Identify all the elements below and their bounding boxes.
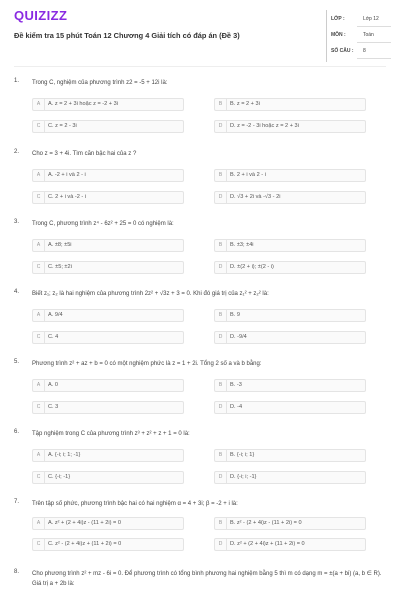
option-a[interactable]: [32, 517, 184, 530]
option-text: C. 4: [48, 334, 59, 340]
option-letter: B: [215, 240, 227, 251]
option-letter: A: [33, 380, 45, 391]
header-divider: [14, 66, 386, 67]
meta-divider: [357, 42, 391, 43]
option-d[interactable]: [214, 261, 366, 274]
option-letter: D: [215, 121, 227, 132]
option-text: C. ±5; ±2i: [48, 264, 72, 270]
question-number: 6.: [14, 429, 20, 435]
option-a[interactable]: [32, 239, 184, 252]
option-text: B. 2 + i và 2 - i: [230, 172, 266, 178]
option-c[interactable]: [32, 120, 184, 133]
option-letter: C: [33, 539, 45, 550]
question-text: Cho z = 3 + 4i. Tìm căn bậc hai của z ?: [32, 151, 137, 157]
option-text: A. -2 + i và 2 - i: [48, 172, 86, 178]
option-letter: C: [33, 402, 45, 413]
option-letter: D: [215, 472, 227, 483]
option-d[interactable]: [214, 191, 366, 204]
meta-divider: [357, 58, 391, 59]
option-letter: C: [33, 192, 45, 203]
option-letter: B: [215, 380, 227, 391]
option-letter: C: [33, 121, 45, 132]
option-letter: D: [215, 192, 227, 203]
option-b[interactable]: [214, 379, 366, 392]
option-a[interactable]: [32, 98, 184, 111]
option-text: B. 9: [230, 312, 240, 318]
option-a[interactable]: [32, 379, 184, 392]
option-letter: B: [215, 99, 227, 110]
question-text: Phương trình z² + az + b = 0 có một nghiệm phức là z = 1 + 2i. Tổng 2 số a và b bằng:: [32, 361, 262, 367]
question-text: Trong C, phương trình z⁴ - 6z² + 25 = 0 có nghiệm là:: [32, 221, 174, 227]
option-b[interactable]: [214, 517, 366, 530]
option-letter: D: [215, 262, 227, 273]
meta-count: [327, 44, 391, 58]
option-a[interactable]: [32, 449, 184, 462]
option-d[interactable]: [214, 538, 366, 551]
meta-divider: [357, 26, 391, 27]
option-d[interactable]: [214, 471, 366, 484]
question-number: 8.: [14, 569, 20, 575]
option-c[interactable]: [32, 261, 184, 274]
option-letter: A: [33, 99, 45, 110]
question-text: Cho phương trình z² + mz - 6i = 0. Để phương trình có tổng bình phương hai nghiệm bằng 5 thì m có dạng m = ±(a + bi) (a, b ∈ R). Giá trị a + 2b là:: [32, 571, 382, 587]
option-d[interactable]: [214, 120, 366, 133]
question-text: Tập nghiệm trong C của phương trình z³ + z² + z + 1 = 0 là:: [32, 431, 190, 437]
question-number: 3.: [14, 219, 20, 225]
option-letter: A: [33, 170, 45, 181]
header: [0, 0, 400, 62]
option-text: C. {-i; -1}: [48, 474, 71, 480]
meta-class-label: LỚP :: [331, 16, 345, 22]
option-b[interactable]: [214, 239, 366, 252]
question-text: Trong C, nghiệm của phương trình z2 = -5 + 12i là:: [32, 80, 168, 86]
document-title: Đề kiểm tra 15 phút Toán 12 Chương 4 Giải tích có đáp án (Đề 3): [14, 31, 240, 40]
option-letter: C: [33, 262, 45, 273]
option-letter: D: [215, 402, 227, 413]
option-text: B. z = 2 + 3i: [230, 101, 260, 107]
question-number: 1.: [14, 78, 20, 84]
meta-count-label: SỐ CÂU :: [331, 48, 354, 54]
option-letter: A: [33, 518, 45, 529]
option-letter: B: [215, 170, 227, 181]
option-d[interactable]: [214, 401, 366, 414]
option-text: C. z² - (2 + 4i)z + (11 + 2i) = 0: [48, 541, 122, 547]
option-b[interactable]: [214, 169, 366, 182]
question-number: 7.: [14, 499, 20, 505]
option-text: A. 9/4: [48, 312, 63, 318]
question-text: Trên tập số phức, phương trình bậc hai có hai nghiệm α = 4 + 3i; β = -2 + i là:: [32, 501, 238, 507]
option-c[interactable]: [32, 471, 184, 484]
option-c[interactable]: [32, 538, 184, 551]
option-text: D. ±(2 + i); ±(2 - i): [230, 264, 274, 270]
option-letter: B: [215, 450, 227, 461]
option-letter: A: [33, 240, 45, 251]
option-text: C. 3: [48, 404, 59, 410]
option-d[interactable]: [214, 331, 366, 344]
option-text: A. ±8; ±5i: [48, 242, 72, 248]
option-c[interactable]: [32, 331, 184, 344]
option-letter: C: [33, 332, 45, 343]
option-letter: D: [215, 332, 227, 343]
option-letter: B: [215, 518, 227, 529]
option-a[interactable]: [32, 309, 184, 322]
option-text: B. ±3; ±4i: [230, 242, 254, 248]
option-text: D. -9/4: [230, 334, 247, 340]
meta-subject: [327, 28, 391, 42]
option-text: B. {-i; i; 1}: [230, 452, 255, 458]
quizizz-logo: QUIZIZZ: [14, 8, 68, 23]
option-text: A. z = 2 + 3i hoặc z = -2 + 3i: [48, 101, 118, 107]
meta-box: [326, 10, 391, 62]
option-text: D. √3 + 2i và -√3 - 2i: [230, 194, 281, 200]
option-letter: C: [33, 472, 45, 483]
option-text: C. z = 2 - 3i: [48, 123, 77, 129]
question-number: 4.: [14, 289, 20, 295]
option-c[interactable]: [32, 401, 184, 414]
option-b[interactable]: [214, 449, 366, 462]
option-c[interactable]: [32, 191, 184, 204]
meta-subject-value: Toán: [363, 32, 374, 38]
meta-class-value: Lớp 12: [363, 16, 379, 22]
option-text: C. 2 + i và -2 - i: [48, 194, 87, 200]
option-b[interactable]: [214, 309, 366, 322]
option-b[interactable]: [214, 98, 366, 111]
option-text: B. z² - (2 + 4i)z - (11 + 2i) = 0: [230, 520, 302, 526]
question-number: 2.: [14, 149, 20, 155]
question-text: Biết z₁; z₂ là hai nghiệm của phương trình 2z² + √3z + 3 = 0. Khi đó giá trị của z₁² + z₂² là:: [32, 291, 269, 297]
option-text: A. {-i; i; 1; -1}: [48, 452, 81, 458]
option-text: D. z² + (2 + 4i)z + (11 + 2i) = 0: [230, 541, 305, 547]
option-letter: A: [33, 450, 45, 461]
option-letter: B: [215, 310, 227, 321]
meta-subject-label: MÔN :: [331, 32, 346, 38]
option-text: B. -3: [230, 382, 242, 388]
option-letter: D: [215, 539, 227, 550]
option-text: A. 0: [48, 382, 58, 388]
option-text: D. -4: [230, 404, 243, 410]
option-text: A. z² + (2 + 4i)z - (11 + 2i) = 0: [48, 520, 121, 526]
option-text: D. {-i; i; -1}: [230, 474, 257, 480]
question-number: 5.: [14, 359, 20, 365]
meta-count-value: 8: [363, 48, 366, 54]
option-text: D. z = -2 - 3i hoặc z = 2 + 3i: [230, 123, 299, 129]
option-letter: A: [33, 310, 45, 321]
option-a[interactable]: [32, 169, 184, 182]
meta-class: [327, 12, 391, 26]
